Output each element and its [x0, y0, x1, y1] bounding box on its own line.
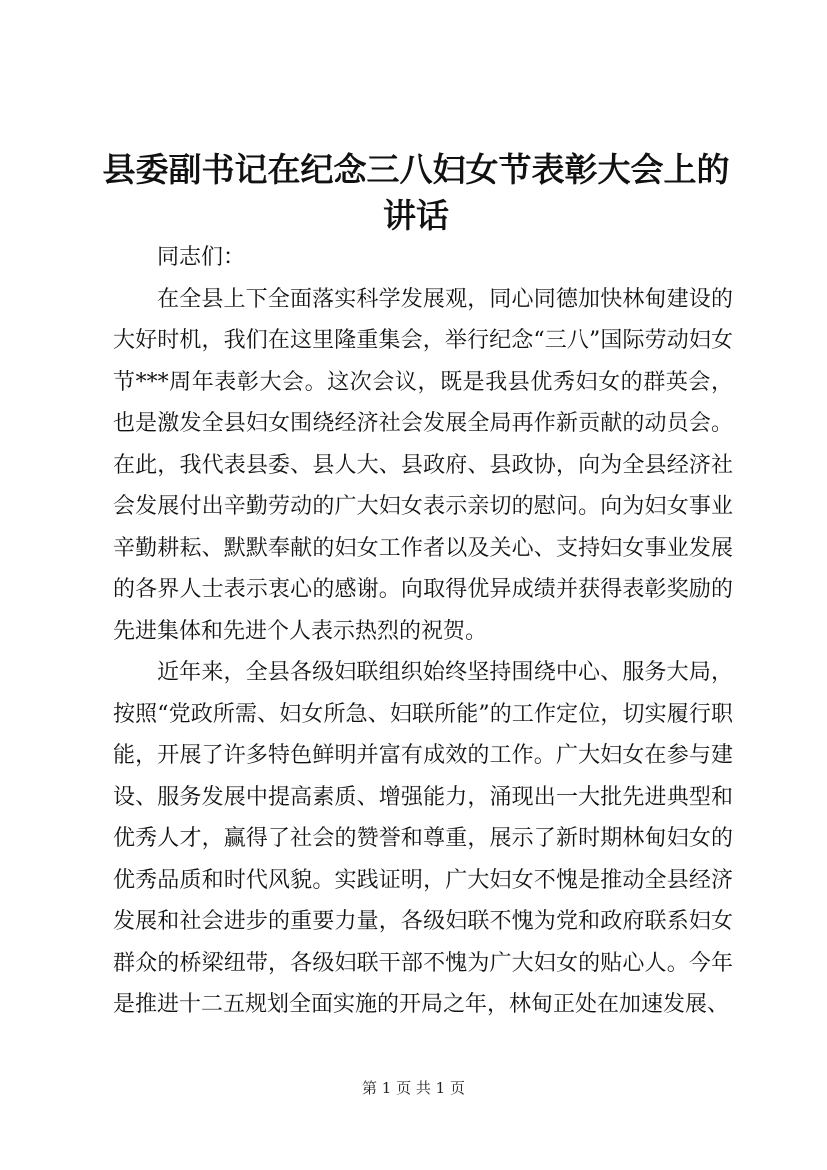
page-number-footer: 第 1 页 共 1 页: [362, 1079, 465, 1097]
document-title: 县委副书记在纪念三八妇女节表彰大会上的讲话: [102, 150, 730, 235]
paragraph-2: 近年来，全县各级妇联组织始终坚持围绕中心、服务大局，按照“党政所需、妇女所急、妇联所能”的工作定位，切实履行职能，开展了许多特色鲜明并富有成效的工作。广大妇女在参与建设、服务发展中提高素质、增强能力，涌现出一大批先进典型和优秀人才，赢得了社会的赞誉和尊重，展示了新时期林甸妇女的优秀品质和时代风貌。实践证明，广大妇女不愧是推动全县经济发展和社会进步的重要力量，各级妇联不愧为党和政府联系妇女群众的桥梁纽带，各级妇联干部不愧为广大妇女的贴心人。今年是推进十二五规划全面实施的开局之年，林甸正处在加速发展、: [113, 660, 733, 1017]
paragraph-1: 在全县上下全面落实科学发展观，同心同德加快林甸建设的大好时机，我们在这里隆重集会，举行纪念“三八”国际劳动妇女节***周年表彰大会。这次会议，既是我县优秀妇女的群英会，也是激发全县妇女围绕经济社会发展全局再作新贡献的动员会。在此，我代表县委、县人大、县政府、县政协，向为全县经济社会发展付出辛勤劳动的广大妇女表示亲切的慰问。向为妇女事业辛勤耕耘、默默奉献的妇女工作者以及关心、支持妇女事业发展的各界人士表示衷心的感谢。向取得优异成绩并获得表彰奖励的先进集体和先进个人表示热烈的祝贺。: [113, 286, 733, 644]
greeting: 同志们：: [157, 245, 246, 270]
document-body: [113, 237, 733, 1026]
